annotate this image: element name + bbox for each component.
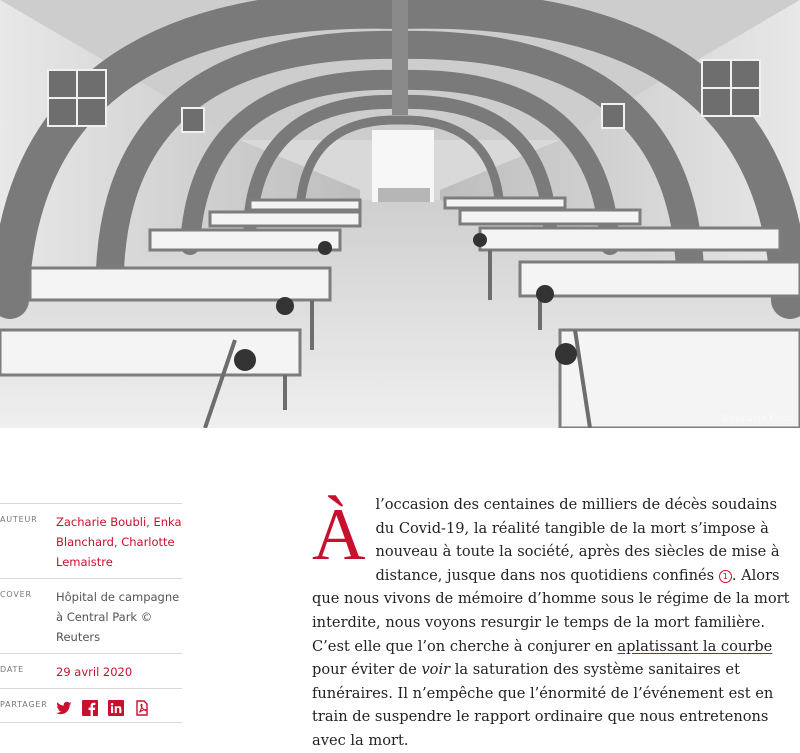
paragraph-text: . Alors que nous vivons de mémoire d’homme sous le régime de la mort interdite, nous voyons resurgir le temps de la mort familière. C’est elle que l’on cherche à conjurer en: [312, 566, 790, 655]
drop-cap: À: [312, 494, 366, 576]
author-link[interactable]: Charlotte Lemaistre: [56, 535, 175, 569]
paragraph-text: la saturation des système sanitaires et funéraires. Il n’empêche que l’énormité de l’événement est en train de suspendre le rapport ordinaire que nous entretenons avec la mort.: [312, 661, 774, 749]
cover-caption: Hôpital de campagne à Central Park © Reuters: [56, 590, 180, 644]
linkedin-icon[interactable]: [108, 700, 124, 716]
meta-share-row: [0, 688, 182, 723]
facebook-icon[interactable]: [82, 700, 98, 716]
author-separator: ,: [146, 515, 154, 529]
share-label: PARTAGER: [0, 700, 48, 709]
author-separator: ,: [113, 535, 122, 549]
pdf-icon[interactable]: [134, 700, 150, 716]
article-body: [312, 493, 796, 753]
photo-credit: Stephanie Keith: [720, 414, 792, 424]
author-list: [56, 512, 182, 572]
meta-date-row: [0, 653, 182, 688]
meta-author-row: [0, 503, 182, 578]
meta-cover-row: [0, 578, 182, 653]
emphasis-text: voir: [421, 661, 451, 679]
inline-link[interactable]: aplatissant la courbe: [617, 637, 773, 655]
author-link[interactable]: Zacharie Boubli: [56, 515, 147, 529]
cover-label: COVER: [0, 590, 32, 599]
author-link[interactable]: Enka Blanchard: [56, 515, 182, 549]
date-label: DATE: [0, 665, 25, 674]
paragraph-text: pour éviter de: [312, 661, 422, 679]
publication-date: 29 avril 2020: [56, 665, 133, 679]
article-metadata: [0, 503, 182, 723]
twitter-icon[interactable]: [56, 700, 72, 716]
paragraph-text: l’occasion des centaines de milliers de décès soudains du Covid-19, la réalité tangible de la mort s’impose à nouveau à toute la société, après des siècles de mise à distance, jusque dans nos quotidiens confinés: [375, 496, 780, 584]
share-buttons: [56, 697, 182, 716]
footnote-marker[interactable]: 1: [719, 570, 732, 583]
author-label: AUTEUR: [0, 515, 38, 524]
article-paragraph: [312, 493, 796, 753]
